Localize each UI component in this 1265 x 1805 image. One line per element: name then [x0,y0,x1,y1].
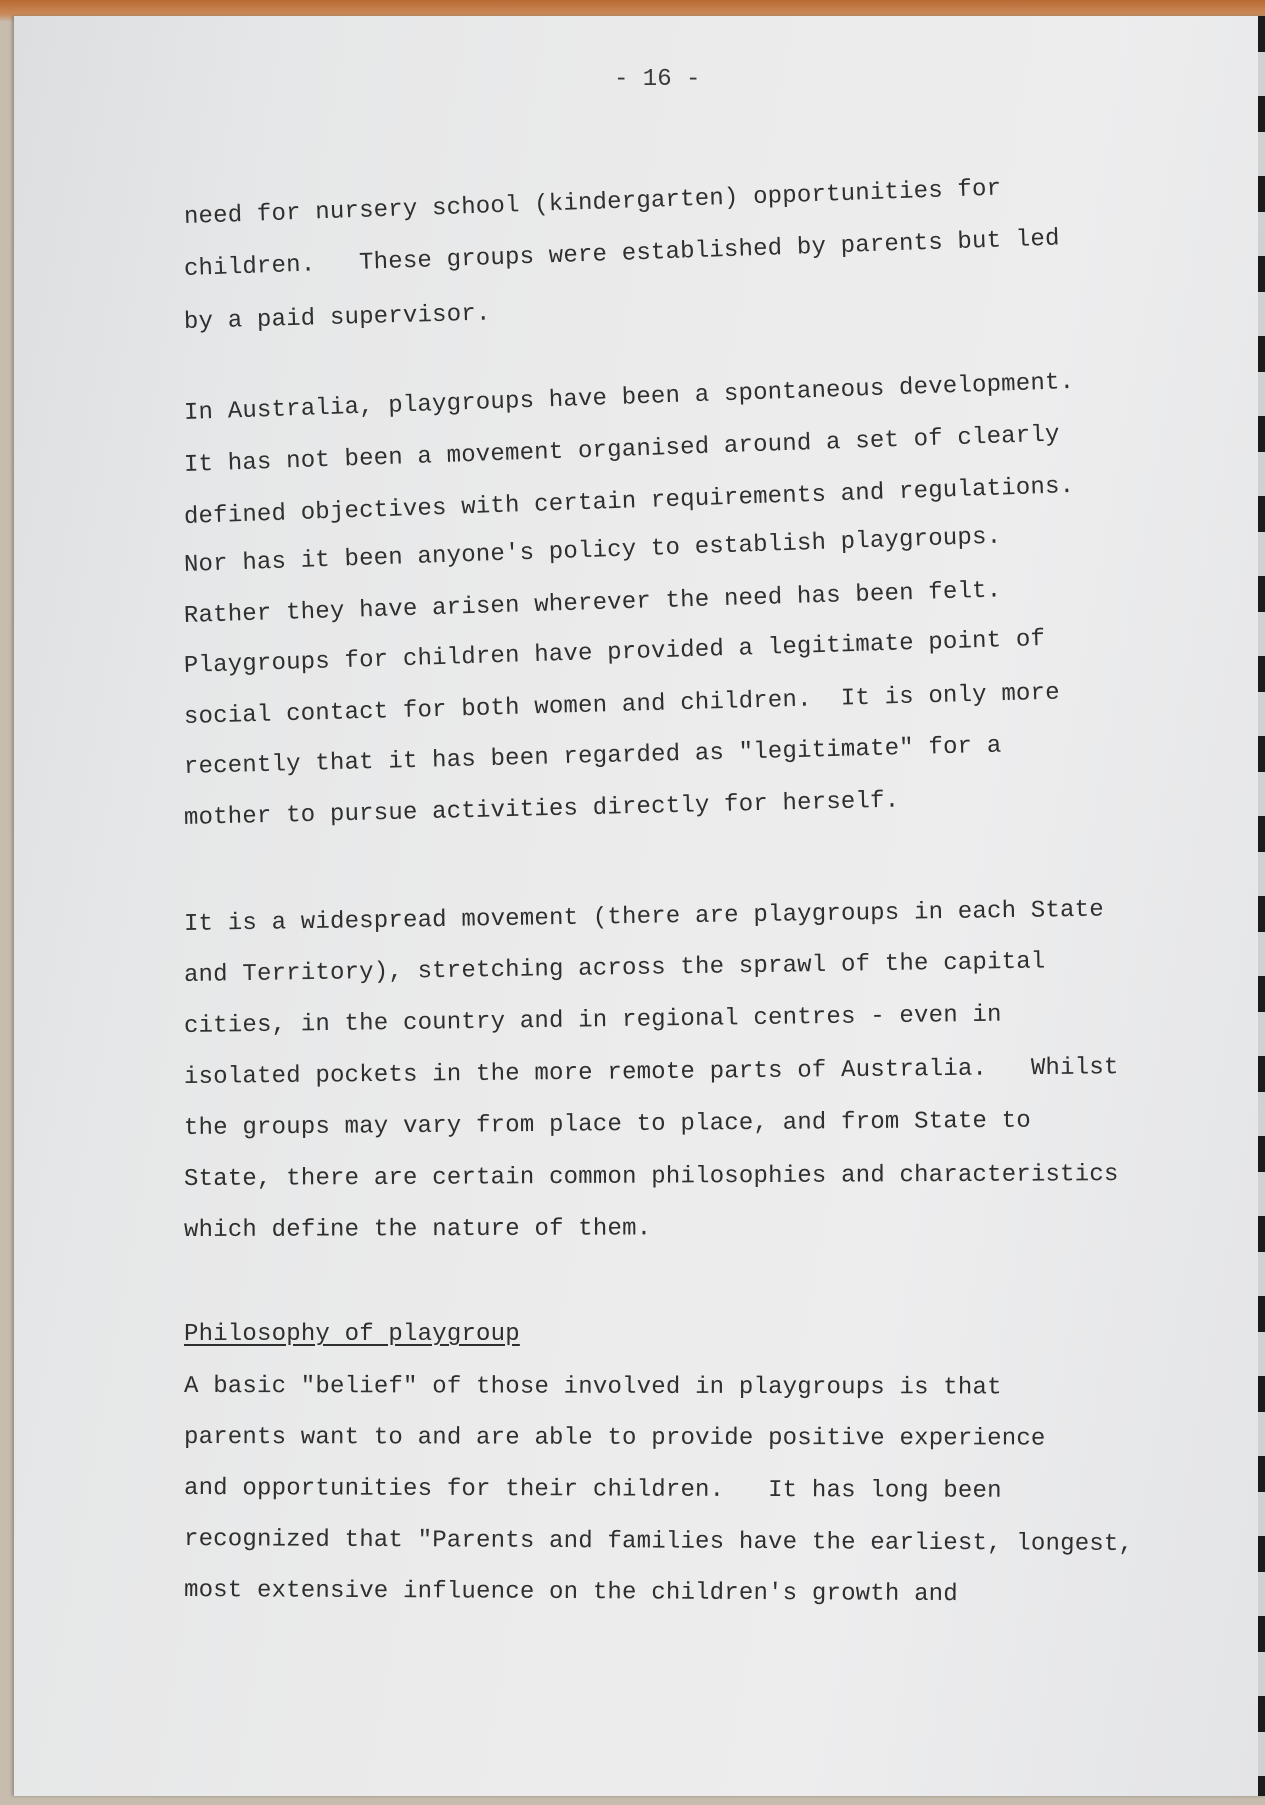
page-number: - 16 - [614,66,701,93]
paragraph-3-line-1: It is a widespread movement (there are playgroups in each State [183,896,1105,938]
paragraph-2-line-9: mother to pursue activities directly for herself. [183,787,900,832]
paragraph-2-line-4: Nor has it been anyone's policy to establish playgroups. [183,523,1002,579]
paragraph-1-line-2: children. These groups were established by parents but led [183,225,1061,283]
paragraph-3-line-2: and Territory), stretching across the sprawl of the capital [183,948,1046,989]
paragraph-2-line-8: recently that it has been regarded as "legitimate" for a [183,732,1002,781]
paragraph-3-line-3: cities, in the country and in regional centres - even in [183,1001,1002,1040]
paragraph-4-line-5: most extensive influence on the children's growth and [183,1577,958,1609]
paragraph-2-line-1: In Australia, playgroups have been a spontaneous development. [183,368,1075,427]
paragraph-2-line-5: Rather they have arisen wherever the need has been felt. [183,577,1002,630]
paragraph-2-line-6: Playgroups for children have provided a legitimate point of [183,625,1046,680]
paragraph-3-line-4: isolated pockets in the more remote parts of Australia. Whilst [183,1054,1119,1091]
spiral-binding [1258,16,1265,1796]
paragraph-2-line-3: defined objectives with certain requirements and regulations. [183,472,1075,531]
paragraph-4-line-1: A basic "belief" of those involved in playgroups is that [183,1373,1002,1402]
paragraph-3-line-7: which define the nature of them. [183,1215,652,1244]
paragraph-1-line-3: by a paid supervisor. [183,300,491,336]
paragraph-2-line-7: social contact for both women and children. It is only more [183,679,1061,731]
section-heading: Philosophy of playgroup [184,1321,520,1348]
paragraph-4-line-2: parents want to and are able to provide positive experience [183,1424,1046,1453]
paragraph-3-line-6: State, there are certain common philosophies and characteristics [183,1161,1119,1193]
paragraph-1-line-1: need for nursery school (kindergarten) opportunities for [183,175,1002,231]
paragraph-4-line-4: recognized that "Parents and families have the earliest, longest, [183,1526,1134,1558]
paragraph-4-line-3: and opportunities for their children. It has long been [183,1475,1002,1505]
paragraph-2-line-2: It has not been a movement organised around a set of clearly [183,421,1061,479]
paragraph-3-line-5: the groups may vary from place to place, and from State to [183,1107,1032,1142]
document-page [14,16,1265,1796]
